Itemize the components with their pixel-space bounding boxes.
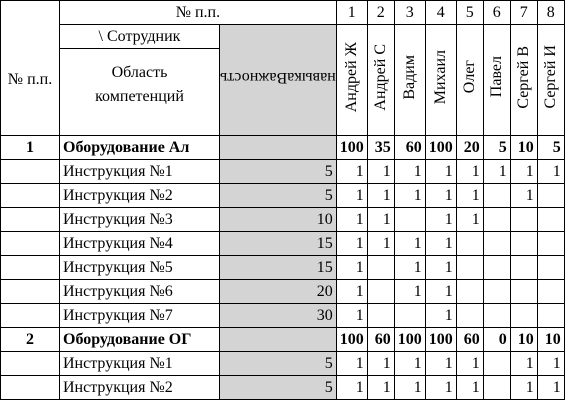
score-cell: 1 — [336, 304, 367, 328]
header-pp-text: № п.п. — [7, 71, 53, 89]
score-cell: 1 — [394, 160, 425, 184]
score-cell: 1 — [537, 352, 564, 376]
score-cell: 1 — [394, 184, 425, 208]
score-cell: 60 — [394, 136, 425, 160]
competency-name-cell: Инструкция №7 — [60, 304, 220, 328]
employee-name: Андрей Ж — [343, 41, 361, 113]
score-cell: 1 — [336, 184, 367, 208]
competency-name-cell: Инструкция №1 — [60, 352, 220, 376]
score-cell: 1 — [336, 208, 367, 232]
score-cell — [456, 280, 483, 304]
score-cell: 35 — [367, 136, 394, 160]
row-number-cell — [1, 352, 60, 376]
score-cell: 1 — [336, 256, 367, 280]
score-cell: 1 — [336, 232, 367, 256]
score-cell — [483, 352, 510, 376]
table-row — [1, 304, 565, 328]
employee-name-cell — [483, 25, 510, 136]
score-cell — [483, 184, 510, 208]
score-cell: 1 — [367, 376, 394, 400]
score-cell: 1 — [537, 160, 564, 184]
weight-cell — [220, 136, 337, 160]
score-cell: 1 — [456, 352, 483, 376]
score-cell — [456, 256, 483, 280]
table-row — [1, 184, 565, 208]
table-row — [1, 280, 565, 304]
header-area-label-1: Область — [111, 64, 168, 81]
employee-name: Олег — [461, 60, 479, 94]
employee-number: 4 — [425, 1, 456, 25]
score-cell: 1 — [367, 208, 394, 232]
score-cell: 100 — [336, 328, 367, 352]
section-row — [1, 328, 565, 352]
score-cell: 20 — [456, 136, 483, 160]
score-cell: 1 — [425, 232, 456, 256]
score-cell — [483, 256, 510, 280]
score-cell: 1 — [425, 208, 456, 232]
competency-name-cell: Оборудование ОГ — [60, 328, 220, 352]
weight-cell: 15 — [220, 232, 337, 256]
employee-number: 8 — [537, 1, 564, 25]
score-cell: 1 — [394, 280, 425, 304]
score-cell — [456, 232, 483, 256]
row-number-cell — [1, 376, 60, 400]
score-cell: 1 — [367, 160, 394, 184]
weight-cell: 5 — [220, 184, 337, 208]
row-number-cell — [1, 184, 60, 208]
score-cell: 1 — [367, 352, 394, 376]
weight-cell: 15 — [220, 256, 337, 280]
section-row — [1, 136, 565, 160]
score-cell — [537, 256, 564, 280]
score-cell: 1 — [425, 304, 456, 328]
score-cell — [510, 256, 537, 280]
score-cell: 1 — [456, 208, 483, 232]
weight-cell: 5 — [220, 160, 337, 184]
score-cell: 1 — [510, 160, 537, 184]
header-pp-column-label — [1, 25, 60, 136]
weight-cell: 5 — [220, 376, 337, 400]
table-row — [1, 208, 565, 232]
score-cell — [394, 208, 425, 232]
score-cell: 1 — [510, 184, 537, 208]
score-cell — [510, 232, 537, 256]
score-cell: 1 — [336, 376, 367, 400]
weight-cell — [220, 328, 337, 352]
competency-name-cell: Инструкция №1 — [60, 160, 220, 184]
score-cell — [483, 280, 510, 304]
score-cell: 1 — [456, 376, 483, 400]
score-cell — [537, 280, 564, 304]
score-cell — [483, 232, 510, 256]
score-cell — [537, 232, 564, 256]
competency-name-cell: Инструкция №2 — [60, 184, 220, 208]
row-number-cell — [1, 304, 60, 328]
score-cell: 10 — [510, 136, 537, 160]
score-cell: 5 — [537, 136, 564, 160]
employee-name-cell — [456, 25, 483, 136]
score-cell: 10 — [537, 328, 564, 352]
score-cell: 1 — [425, 160, 456, 184]
employee-number: 1 — [336, 1, 367, 25]
header-weight-label-2: навыка — [287, 69, 336, 86]
competency-name-cell: Инструкция №3 — [60, 208, 220, 232]
row-number-cell — [1, 280, 60, 304]
employee-name-cell — [425, 25, 456, 136]
header-employee-label: \ Сотрудник — [60, 25, 219, 49]
score-cell: 1 — [510, 376, 537, 400]
table-row — [1, 376, 565, 400]
score-cell: 60 — [367, 328, 394, 352]
header-pp-label: № п.п. — [60, 1, 337, 25]
employee-name-cell — [336, 25, 367, 136]
score-cell: 1 — [367, 184, 394, 208]
employee-name: Андрей С — [372, 43, 390, 111]
score-cell — [483, 376, 510, 400]
row-number-cell — [1, 160, 60, 184]
score-cell: 100 — [425, 136, 456, 160]
score-cell: 1 — [394, 256, 425, 280]
employee-name: Вадим — [401, 54, 419, 100]
score-cell: 1 — [425, 376, 456, 400]
employee-name: Сергей И — [542, 45, 560, 109]
score-cell: 1 — [425, 352, 456, 376]
score-cell: 100 — [394, 328, 425, 352]
score-cell: 60 — [456, 328, 483, 352]
employee-name: Михаил — [432, 49, 450, 105]
employee-number: 2 — [367, 1, 394, 25]
score-cell: 10 — [510, 328, 537, 352]
competency-name-cell: Инструкция №2 — [60, 376, 220, 400]
score-cell: 5 — [483, 136, 510, 160]
score-cell: 1 — [394, 352, 425, 376]
score-cell — [510, 304, 537, 328]
score-cell — [394, 304, 425, 328]
score-cell — [367, 256, 394, 280]
employee-number: 3 — [394, 1, 425, 25]
table-row — [1, 232, 565, 256]
row-number-cell: 1 — [1, 136, 60, 160]
score-cell: 1 — [456, 184, 483, 208]
row-number-cell — [1, 232, 60, 256]
score-cell: 1 — [394, 376, 425, 400]
score-cell — [483, 304, 510, 328]
score-cell: 1 — [425, 184, 456, 208]
row-number-cell — [1, 256, 60, 280]
employee-name-cell — [394, 25, 425, 136]
header-number-row — [1, 1, 565, 25]
score-cell: 1 — [367, 232, 394, 256]
competency-name-cell: Инструкция №4 — [60, 232, 220, 256]
score-cell: 100 — [425, 328, 456, 352]
employee-number: 5 — [456, 1, 483, 25]
score-cell: 1 — [336, 160, 367, 184]
table-row — [1, 352, 565, 376]
header-area-label-2: компетенций — [95, 88, 184, 105]
table-row — [1, 256, 565, 280]
header-area-cell — [60, 25, 220, 136]
score-cell — [537, 304, 564, 328]
score-cell: 0 — [483, 328, 510, 352]
weight-cell: 5 — [220, 352, 337, 376]
employee-name-cell — [537, 25, 564, 136]
score-cell: 1 — [394, 232, 425, 256]
weight-cell: 20 — [220, 280, 337, 304]
score-cell: 1 — [336, 280, 367, 304]
score-cell: 1 — [537, 376, 564, 400]
score-cell: 100 — [336, 136, 367, 160]
weight-cell: 10 — [220, 208, 337, 232]
score-cell — [367, 280, 394, 304]
score-cell — [537, 184, 564, 208]
score-cell — [537, 208, 564, 232]
row-number-cell — [1, 208, 60, 232]
employee-number: 7 — [510, 1, 537, 25]
score-cell: 1 — [425, 280, 456, 304]
score-cell: 1 — [510, 352, 537, 376]
row-number-cell: 2 — [1, 328, 60, 352]
weight-cell: 30 — [220, 304, 337, 328]
score-cell: 1 — [425, 256, 456, 280]
competency-name-cell: Оборудование Ал — [60, 136, 220, 160]
score-cell: 1 — [456, 160, 483, 184]
header-corner-cell — [1, 1, 60, 25]
header-weight-label-1: Важность — [220, 69, 288, 86]
score-cell — [510, 280, 537, 304]
competency-name-cell: Инструкция №6 — [60, 280, 220, 304]
employee-number: 6 — [483, 1, 510, 25]
score-cell — [483, 208, 510, 232]
score-cell — [456, 304, 483, 328]
score-cell: 1 — [336, 352, 367, 376]
employee-name-cell — [367, 25, 394, 136]
score-cell: 1 — [483, 160, 510, 184]
score-cell — [510, 208, 537, 232]
table-row — [1, 160, 565, 184]
score-cell — [367, 304, 394, 328]
employee-name-cell — [510, 25, 537, 136]
competency-name-cell: Инструкция №5 — [60, 256, 220, 280]
header-weight-cell — [220, 25, 337, 136]
employee-name: Сергей В — [515, 45, 533, 109]
employee-name: Павел — [488, 56, 506, 98]
header-names-row — [1, 25, 565, 136]
